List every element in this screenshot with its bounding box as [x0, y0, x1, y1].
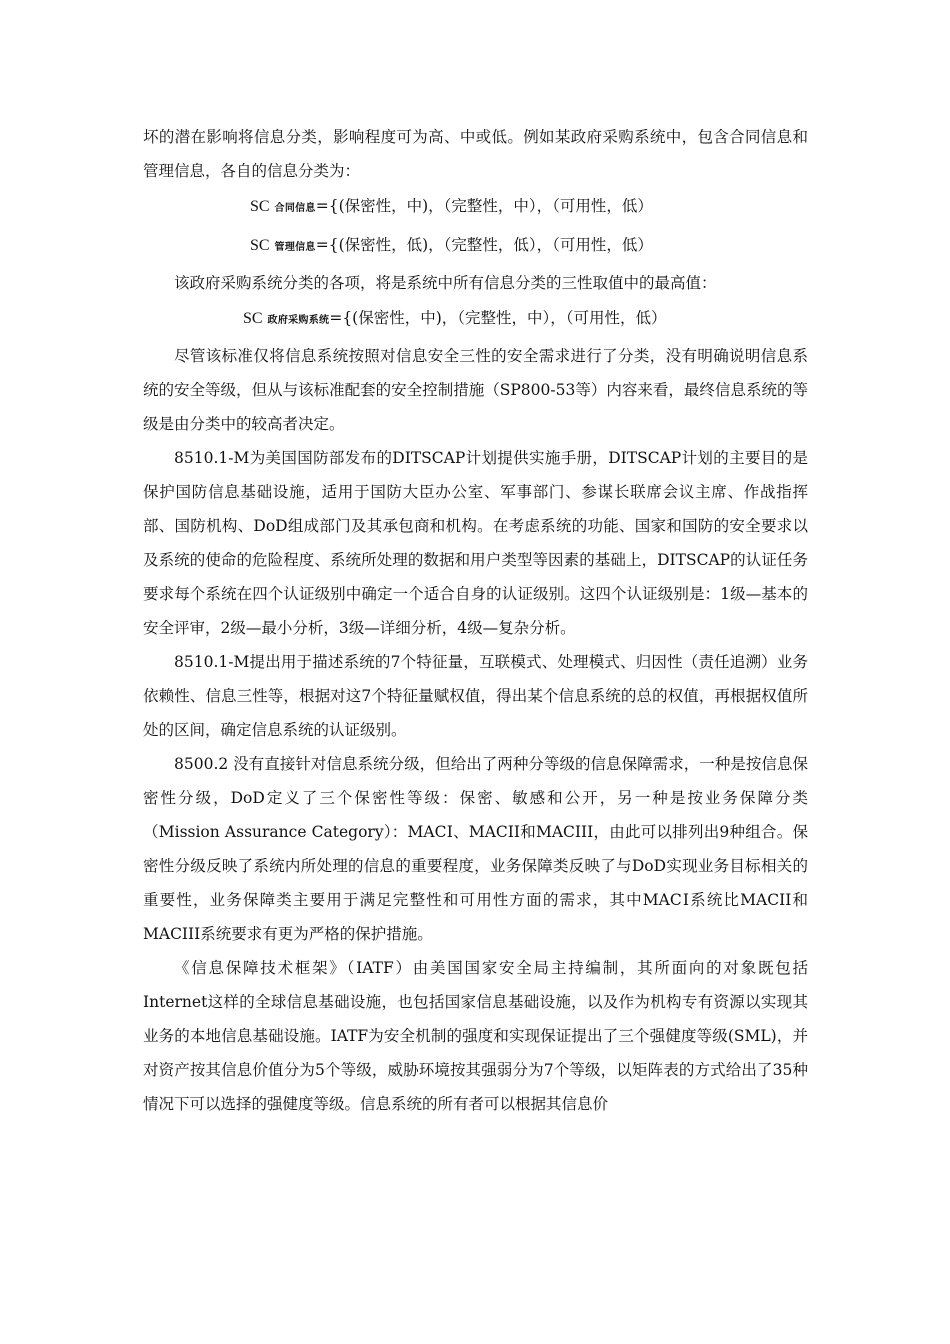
paragraph-2: 该政府采购系统分类的各项，将是系统中所有信息分类的三性取值中的最高值：	[174, 274, 717, 292]
formula-procurement-system	[143, 300, 808, 339]
formula-contract-info	[143, 188, 808, 227]
formula-lhs: SC	[250, 198, 270, 215]
formula-subscript: 管理信息	[274, 242, 316, 253]
formula-lhs: SC	[243, 310, 263, 327]
formula-subscript: 政府采购系统	[267, 315, 330, 326]
formula-rhs: ={(保密性，低)，（完整性，低），（可用性，低）	[315, 236, 653, 254]
paragraph-6: 8500.2 没有直接针对信息系统分级，但给出了两种分等级的信息保障需求，一种是按信息保密性分级，DoD定义了三个保密性等级：保密、敏感和公开，另一种是按业务保障分类（Mission Assurance Category）：MACⅠ、MACII和MACIII，由此可以排列出9种组合。保密性分级反映了系统内所处理的信息的重要程度，业务保障类反映了与DoD实现业务目标相关的重要性，业务保障类主要用于满足完整性和可用性方面的需求，其中MACⅠ系统比MACII和MACIII系统要求有更为严格的保护措施。	[143, 755, 808, 943]
paragraph-5: 8510.1-M提出用于描述系统的7个特征量，互联模式、处理模式、归因性（责任追溯）业务依赖性、信息三性等，根据对这7个特征量赋权值，得出某个信息系统的总的权值，再根据权值所处的区间，确定信息系统的认证级别。	[143, 653, 808, 739]
paragraph-4: 8510.1-M为美国国防部发布的DITSCAP计划提供实施手册，DITSCAP计划的主要目的是保护国防信息基础设施，适用于国防大臣办公室、军事部门、参谋长联席会议主席、作战指挥部、国防机构、DoD组成部门及其承包商和机构。在考虑系统的功能、国家和国防的安全要求以及系统的使命的危险程度、系统所处理的数据和用户类型等因素的基础上，DITSCAP的认证任务要求每个系统在四个认证级别中确定一个适合自身的认证级别。这四个认证级别是：1级—基本的安全评审，2级—最小分析，3级—详细分析，4级—复杂分析。	[143, 449, 808, 637]
paragraph-3: 尽管该标准仅将信息系统按照对信息安全三性的安全需求进行了分类，没有明确说明信息系统的安全等级，但从与该标准配套的安全控制措施（SP800-53等）内容来看，最终信息系统的等级是由分类中的较高者决定。	[143, 347, 808, 433]
formula-rhs: ={(保密性，中)，（完整性，中），（可用性，低）	[329, 309, 667, 327]
formula-subscript: 合同信息	[274, 203, 316, 214]
paragraph-1: 坏的潜在影响将信息分类，影响程度可为高、中或低。例如某政府采购系统中，包含合同信息和管理信息，各自的信息分类为：	[143, 128, 808, 180]
formula-rhs: ={(保密性，中)，（完整性，中），（可用性，低）	[315, 197, 653, 215]
formula-lhs: SC	[250, 237, 270, 254]
document-body	[143, 120, 808, 1121]
paragraph-7: 《信息保障技术框架》（IATF）由美国国家安全局主持编制，其所面向的对象既包括Internet这样的全球信息基础设施，也包括国家信息基础设施，以及作为机构专有资源以实现其业务的本地信息基础设施。IATF为安全机制的强度和实现保证提出了三个强健度等级(SML)，并对资产按其信息价值分为5个等级，威胁环境按其强弱分为7个等级，以矩阵表的方式给出了35种情况下可以选择的强健度等级。信息系统的所有者可以根据其信息价	[143, 959, 808, 1113]
formula-management-info	[143, 227, 808, 266]
